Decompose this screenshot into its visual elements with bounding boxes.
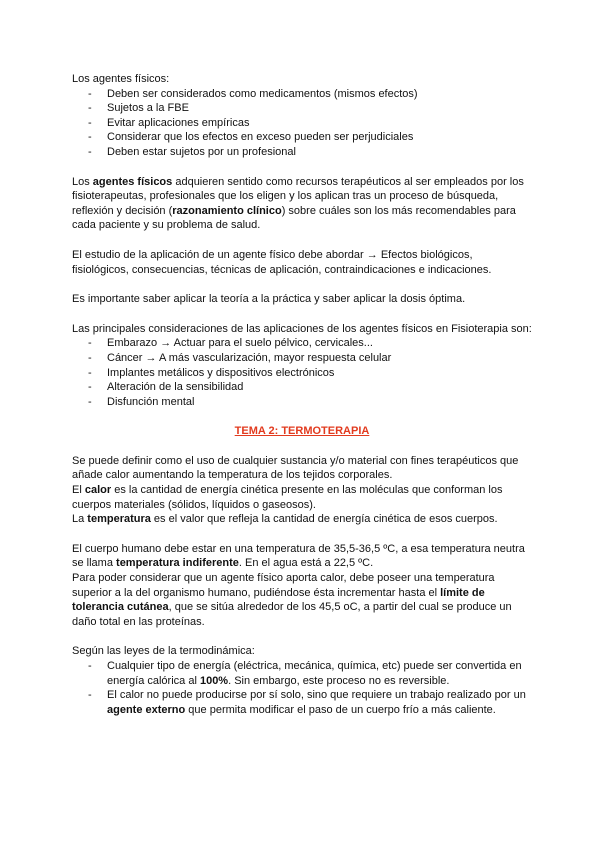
theory-practice-paragraph: Es importante saber aplicar la teoría a la práctica y saber aplicar la dosis óptima. xyxy=(72,293,466,306)
physical-agents-paragraph: Los agentes físicos adquieren sentido como recursos terapéuticos al ser empleados por los fisioterapeutas, profesionales que los eligen y los aplican tras un proceso de búsqueda, reflexión y decisión (razonamiento clínico) sobre cuáles son los más recomendables para cada paciente y su problema de salud. xyxy=(72,175,524,232)
list-item: - Sujetos a la FBE xyxy=(72,101,532,116)
thermodynamics-intro: Según las leyes de la termodinámica: xyxy=(72,645,255,658)
bold-term: agentes físicos xyxy=(92,175,173,188)
list-item: - Implantes metálicos y dispositivos electrónicos xyxy=(72,366,532,381)
document-content xyxy=(72,72,532,717)
section-title: TEMA 2: TERMOTERAPIA xyxy=(234,425,370,438)
definition-line: Se puede definir como el uso de cualquier sustancia y/o material con fines terapéuticos que añade calor aumentando la temperatura de los tejidos corporales. xyxy=(72,454,519,482)
body-temperature-paragraph: El cuerpo humano debe estar en una temperatura de 35,5-36,5 ºC, a esa temperatura neutra se llama temperatura indiferente. En el agua está a 22,5 ºC. xyxy=(72,542,525,570)
heat-agent-paragraph: Para poder considerar que un agente físico aporta calor, debe poseer una temperatura superior a la del organismo humano, pudiéndose ésta incrementar hasta el límite de tolerancia cutánea, que se sitúa alrededor de los 45,5 oC, a partir del cual se produce un daño total en las proteínas. xyxy=(72,572,512,628)
considerations-intro: Las principales consideraciones de las aplicaciones de los agentes físicos en Fisioterapia son: xyxy=(72,322,532,335)
bold-term: límite de tolerancia cutánea xyxy=(72,586,485,614)
list-item: - Deben ser considerados como medicamentos (mismos efectos) xyxy=(72,87,532,102)
study-paragraph: El estudio de la aplicación de un agente físico debe abordar → Efectos biológicos, fisiológicos, consecuencias, técnicas de aplicación, contraindicaciones e indicaciones. xyxy=(72,248,492,276)
considerations-list xyxy=(72,336,532,409)
bold-term: agente externo xyxy=(107,703,186,716)
list-item: - Considerar que los efectos en exceso pueden ser perjudiciales xyxy=(72,130,532,145)
list-item: - Cáncer → A más vascularización, mayor respuesta celular xyxy=(72,351,532,366)
list-item: - Deben estar sujetos por un profesional xyxy=(72,145,532,160)
heat-definition: El calor es la cantidad de energía cinética presente en las moléculas que conforman los cuerpos materiales (sólidos, líquidos o gaseosos). xyxy=(72,484,503,511)
list-item: - El calor no puede producirse por sí solo, sino que requiere un trabajo realizado por un agente externo que permita modificar el paso de un cuerpo frío a más caliente. xyxy=(72,688,532,717)
physical-agents-list xyxy=(72,87,532,160)
thermodynamics-list xyxy=(72,659,532,717)
bold-term: calor xyxy=(84,484,112,497)
bold-term: 100% xyxy=(199,674,229,687)
list-item: - Evitar aplicaciones empíricas xyxy=(72,116,532,131)
list-item: - Alteración de la sensibilidad xyxy=(72,380,532,395)
temperature-definition: La temperatura es el valor que refleja la cantidad de energía cinética de esos cuerpos. xyxy=(72,513,498,526)
list-item: - Disfunción mental xyxy=(72,395,532,410)
bold-term: temperatura indiferente xyxy=(116,557,239,570)
list-item: - Cualquier tipo de energía (eléctrica, mecánica, química, etc) puede ser convertida en energía calórica al 100%. Sin embargo, este proceso no es reversible. xyxy=(72,659,532,688)
bold-term: razonamiento clínico xyxy=(172,204,282,217)
list-item: - Embarazo → Actuar para el suelo pélvico, cervicales... xyxy=(72,336,532,351)
physical-agents-intro: Los agentes físicos: xyxy=(72,73,170,85)
bold-term: temperatura xyxy=(87,513,151,526)
